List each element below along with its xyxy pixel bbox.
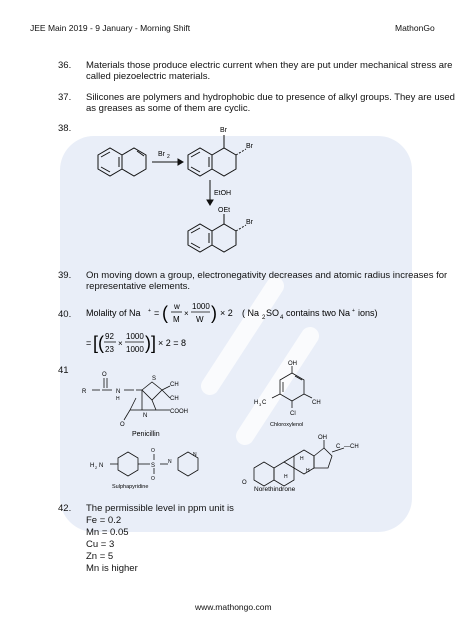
etoh-label: EtOH [214, 190, 232, 197]
svg-text:=: = [86, 338, 92, 348]
br-label-2: Br [246, 143, 253, 150]
q42-line-fe: Fe = 0.2 [86, 515, 122, 526]
svg-text:H: H [254, 400, 259, 406]
q42-intro: The permissible level in ppm unit is [86, 503, 234, 514]
svg-text:3: 3 [259, 402, 262, 407]
svg-text:O: O [151, 476, 155, 482]
q40-formula [84, 297, 384, 357]
svg-text:O: O [102, 372, 107, 378]
times-two: × 2 [220, 308, 233, 318]
footer-url[interactable]: www.mathongo.com [195, 602, 272, 612]
svg-text:S: S [151, 463, 156, 469]
q42-line-mn: Mn = 0.05 [86, 527, 129, 538]
q38-reaction-scheme [80, 118, 300, 258]
svg-text:OH: OH [288, 361, 297, 367]
frac-1000b: 1000 [126, 332, 144, 341]
q39-number: 39. [58, 270, 72, 281]
frac-w: w [174, 302, 180, 311]
svg-text:): ) [211, 303, 217, 323]
q38-number: 38. [58, 123, 72, 134]
svg-text:N: N [168, 459, 172, 465]
svg-text:S: S [152, 376, 157, 382]
svg-text:): ) [145, 333, 151, 353]
q42-line-cu: Cu = 3 [86, 539, 115, 550]
svg-text:R: R [82, 389, 87, 395]
q39-line2: representative elements. [86, 281, 191, 292]
q42-line-zn: Zn = 5 [86, 551, 114, 562]
svg-text:(: ( [98, 333, 104, 353]
svg-text:(: ( [162, 303, 168, 323]
svg-text:H: H [306, 468, 310, 474]
svg-text:Cl: Cl [290, 411, 296, 417]
svg-text:C: C [262, 400, 267, 406]
header-brand: MathonGo [395, 23, 435, 33]
svg-text:—CH: —CH [344, 444, 359, 450]
svg-text:H: H [90, 463, 95, 469]
svg-text:OH: OH [318, 435, 327, 441]
svg-text:H: H [300, 456, 304, 462]
svg-text:O: O [120, 422, 125, 428]
penicillin-structure [80, 368, 210, 438]
svg-text:H: H [284, 474, 288, 480]
svg-text:2: 2 [262, 315, 266, 321]
q41-number: 41 [58, 365, 69, 376]
header-title: JEE Main 2019 - 9 January - Morning Shift [30, 23, 191, 33]
reagent-subscript: 2 [167, 154, 170, 160]
q37-number: 37. [58, 92, 72, 103]
svg-text:H: H [116, 396, 120, 402]
oet-label: OEt [218, 207, 231, 214]
br-label-1: Br [220, 127, 227, 134]
svg-text:C: C [336, 444, 341, 450]
frac-1000: 1000 [192, 302, 210, 311]
chloroxylenol-structure [240, 360, 350, 430]
svg-text:O: O [242, 480, 247, 486]
ions-text: ions) [358, 308, 378, 318]
chloroxylenol-label: Chloroxylenol [270, 422, 304, 428]
svg-text:N: N [99, 463, 104, 469]
reagent-label: Br [158, 151, 165, 158]
frac-23: 23 [105, 345, 114, 354]
molality-label: Molality of Na [86, 308, 141, 318]
svg-text:×: × [184, 309, 189, 318]
svg-text:2: 2 [95, 465, 98, 470]
svg-text:+: + [352, 308, 355, 314]
contains-text: contains two Na [286, 308, 351, 318]
sulphapyridine-label: Sulphapyridine [112, 484, 149, 490]
q37-line2: as greases as some of them are cyclic. [86, 103, 251, 114]
frac-W: W [196, 315, 204, 324]
na2so4-so: SO [266, 308, 280, 318]
na2so4-open: ( Na [242, 308, 260, 318]
q37-line1: Silicones are polymers and hydrophobic due to presence of alkyl groups. They are used [86, 92, 455, 103]
svg-text:N: N [193, 452, 197, 458]
svg-text:O: O [151, 448, 155, 454]
br-label-3: Br [246, 219, 253, 226]
q36-line1: Materials those produce electric current when they are put under mechanical stress are [86, 60, 453, 71]
frac-92: 92 [105, 332, 114, 341]
svg-text:]: ] [151, 333, 157, 353]
svg-text:N: N [143, 413, 148, 419]
q39-line1: On moving down a group, electronegativity decreases and atomic radius increases for [86, 270, 448, 281]
result: × 2 = 8 [158, 338, 187, 348]
sulphapyridine-structure [88, 440, 228, 490]
frac-M: M [173, 315, 180, 324]
svg-text:+: + [148, 308, 151, 314]
q40-number: 40. [58, 309, 72, 320]
svg-text:CH: CH [170, 382, 179, 388]
svg-text:CH: CH [170, 396, 179, 402]
frac-1000c: 1000 [126, 345, 144, 354]
penicillin-label: Penicillin [132, 431, 160, 438]
svg-text:N: N [116, 389, 121, 395]
norethindrone-structure [240, 430, 370, 495]
svg-text:4: 4 [280, 315, 284, 321]
svg-text:COOH: COOH [170, 409, 188, 415]
q36-number: 36. [58, 60, 72, 71]
svg-text:[: [ [93, 333, 99, 353]
svg-text:=: = [154, 308, 160, 318]
q42-line-conclusion: Mn is higher [86, 563, 138, 574]
norethindrone-label: Norethindrone [254, 486, 296, 493]
svg-text:CH: CH [312, 400, 321, 406]
q42-number: 42. [58, 503, 72, 514]
q36-line2: called piezoelectric materials. [86, 71, 211, 82]
svg-text:×: × [118, 339, 123, 348]
